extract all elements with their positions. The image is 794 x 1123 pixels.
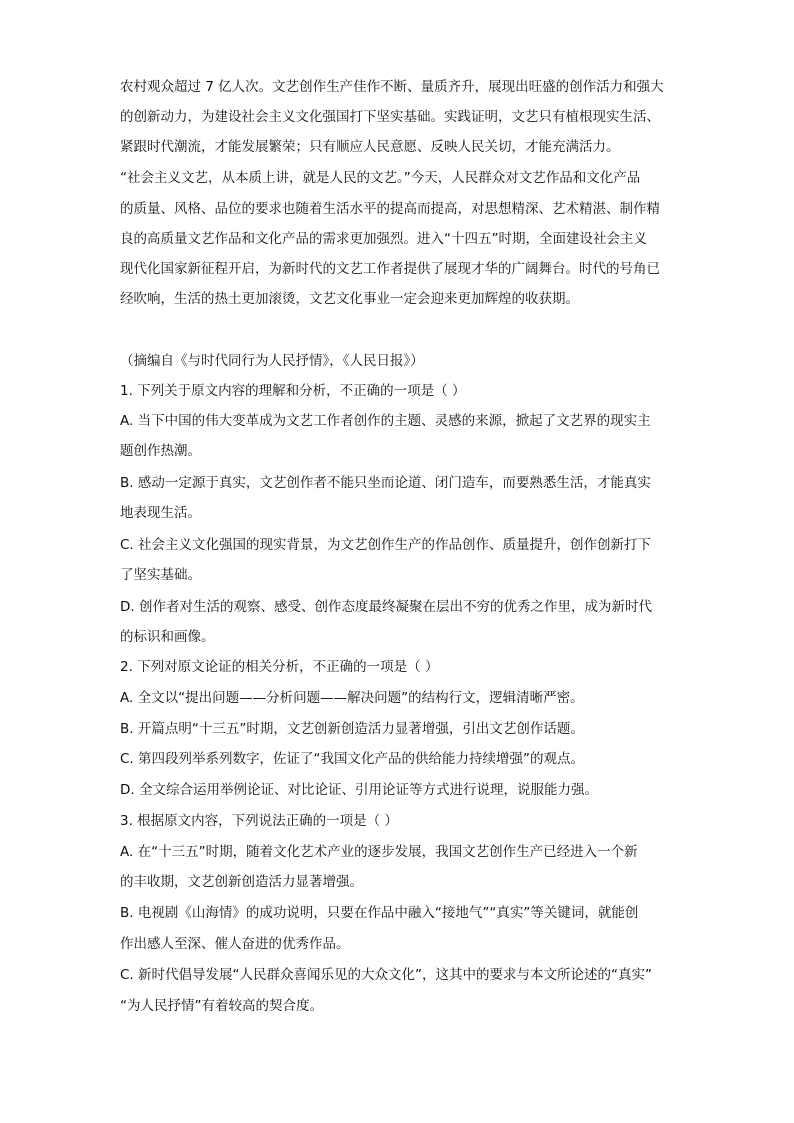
option-line: D. 全文综合运用举例论证、对比论证、引用论证等方式进行说理，说服能力强。: [120, 782, 598, 798]
option-line: 的标识和画像。: [120, 629, 215, 645]
passage-line: 良的高质量文艺作品和文化产品的需求更加强烈。进入“十四五”时期，全面建设社会主义: [120, 231, 647, 247]
option-line: A. 全文以“提出问题——分析问题——解决问题”的结构行文，逻辑清晰严密。: [120, 690, 584, 706]
option-line: “为人民抒情”有着较高的契合度。: [120, 998, 323, 1014]
question-stem: 1. 下列关于原文内容的理解和分析，不正确的一项是（ ）: [120, 383, 466, 399]
option-line: B. 电视剧《山海情》的成功说明，只要在作品中融入“接地气”“真实”等关键词，就能创: [120, 905, 639, 921]
question-stem: 2. 下列对原文论证的相关分析，不正确的一项是（ ）: [120, 659, 439, 675]
option-line: A. 当下中国的伟大变革成为文艺工作者创作的主题、灵感的来源，掀起了文艺界的现实主: [120, 413, 651, 429]
option-line: 作出感人至深、催人奋进的优秀作品。: [120, 936, 350, 952]
passage-line: “社会主义文艺，从本质上讲，就是人民的文艺。”今天，人民群众对文艺作品和文化产品: [120, 170, 641, 186]
option-line: 题创作热潮。: [120, 443, 201, 459]
option-line: 地表现生活。: [120, 505, 201, 521]
passage-line: 的创新动力，为建设社会主义文化强国打下坚实基础。实践证明，文艺只有植根现实生活、: [120, 109, 660, 125]
option-line: C. 新时代倡导发展“人民群众喜闻乐见的大众文化”，这其中的要求与本文所论述的“真实”: [120, 967, 652, 983]
passage-line: 农村观众超过 7 亿人次。文艺创作生产佳作不断、量质齐升，展现出旺盛的创作活力和强大: [120, 79, 664, 95]
option-line: 的丰收期，文艺创新创造活力显著增强。: [120, 874, 363, 890]
passage-line: 紧跟时代潮流，才能发展繁荣；只有顺应人民意愿、反映人民关切，才能充满活力。: [120, 139, 620, 155]
option-line: D. 创作者对生活的观察、感受、创作态度最终凝聚在层出不穷的优秀之作里，成为新时代: [120, 599, 652, 615]
option-line: C. 社会主义文化强国的现实背景，为文艺创作生产的作品创作、质量提升，创作创新打下: [120, 537, 652, 553]
option-line: B. 开篇点明“十三五”时期，文艺创新创造活力显著增强，引出文艺创作话题。: [120, 721, 584, 737]
passage-line: 现代化国家新征程开启，为新时代的文艺工作者提供了展现才华的广阔舞台。时代的号角已: [120, 261, 660, 277]
option-line: 了坚实基础。: [120, 567, 201, 583]
option-line: B. 感动一定源于真实，文艺创作者不能只坐而论道、闭门造车，而要熟悉生活，才能真实: [120, 475, 651, 491]
question-stem: 3. 根据原文内容，下列说法正确的一项是（ ）: [120, 813, 398, 829]
passage-line: 的质量、风格、品位的要求也随着生活水平的提高而提高，对思想精深、艺术精湛、制作精: [120, 201, 660, 217]
option-line: A. 在“十三五”时期，随着文化艺术产业的逐步发展，我国文艺创作生产已经进入一个新: [120, 844, 638, 860]
passage-line: 经吹响，生活的热土更加滚烫，文艺文化事业一定会迎来更加辉煌的收获期。: [120, 291, 579, 307]
option-line: C. 第四段列举系列数字，佐证了“我国文化产品的供给能力持续增强”的观点。: [120, 751, 584, 767]
source-citation: （摘编自《与时代同行为人民抒情》，《人民日报》）: [120, 353, 424, 369]
